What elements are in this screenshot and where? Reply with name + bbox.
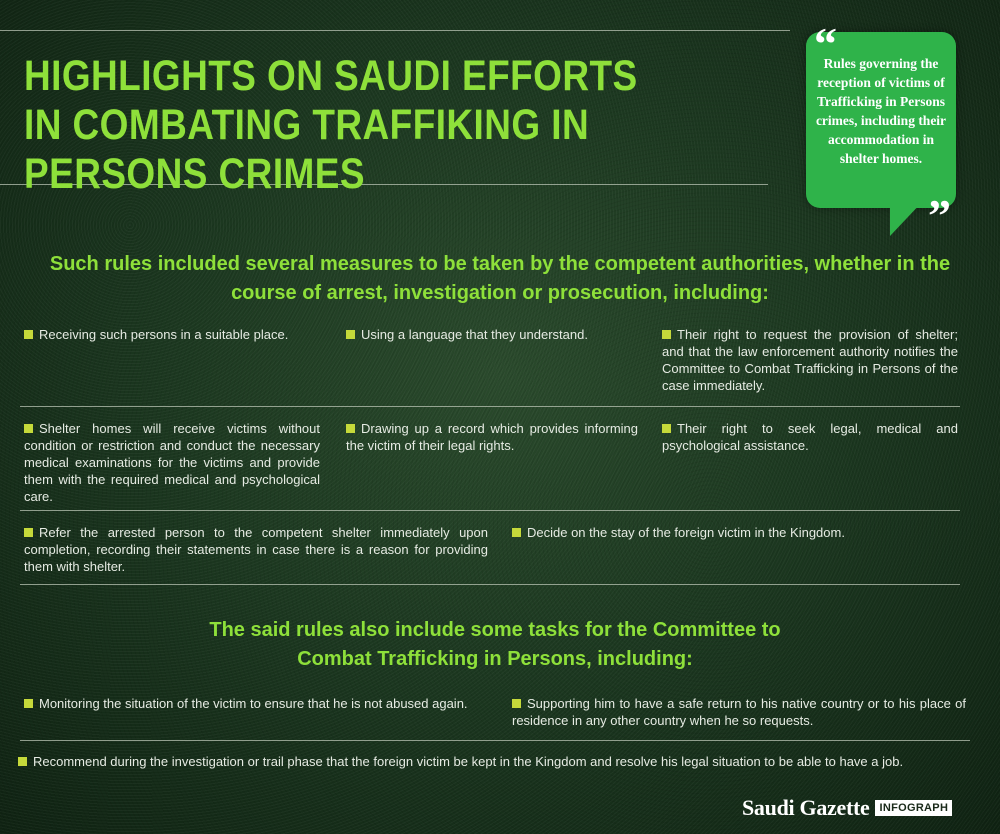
section2-heading: The said rules also include some tasks for the Committee to Combat Trafficking in Persons, including: [209,619,781,670]
bullet-square-icon [18,757,27,766]
list-item: Their right to request the provision of shelter; and that the law enforcement authority notifies the Committee to Combat Trafficking in Persons of the case immediately. [662,327,958,393]
bullet-square-icon [662,424,671,433]
list-item: Recommend during the investigation or trail phase that the foreign victim be kept in the Kingdom and resolve his legal situation to be able to have a job. [18,753,966,770]
bullet-square-icon [24,528,33,537]
list-item: Using a language that they understand. [346,326,638,343]
row-divider [20,510,960,511]
brand-name: Saudi Gazette [742,795,870,820]
quote-close-icon: ” [928,190,951,241]
list-item: Monitoring the situation of the victim to ensure that he is not abused again. [24,695,488,712]
bullet-square-icon [24,699,33,708]
section1-heading: Such rules included several measures to be taken by the competent authorities, whether in the course of arrest, investigation or prosecution, including: [49,253,951,304]
section-divider [20,584,960,585]
list-item: Shelter homes will receive victims without condition or restriction and conduct the necessary medical examinations for the victims and provide them with the required medical and psychological care. [24,421,320,504]
quote-open-icon: “ [814,18,837,69]
bullet-square-icon [346,330,355,339]
bullet-square-icon [346,424,355,433]
callout-bubble-tail [890,200,924,236]
bullet-square-icon [24,424,33,433]
bullet-square-icon [512,528,521,537]
list-item: Decide on the stay of the foreign victim in the Kingdom. [512,524,958,541]
page-title: HIGHLIGHTS ON SAUDI EFFORTS IN COMBATING TRAFFIKING IN PERSONS CRIMES [24,52,638,198]
list-item: Their right to seek legal, medical and psychological assistance. [662,421,958,453]
list-item: Refer the arrested person to the competent shelter immediately upon completion, recording their statements in case there is a reason for providing them with shelter. [24,525,488,574]
row-divider [20,406,960,407]
list-item: Supporting him to have a safe return to his native country or to his place of residence in any other country when he so requests. [512,696,966,728]
brand-logo [742,794,952,822]
list-item: Receiving such persons in a suitable place. [24,326,320,343]
bullet-square-icon [24,330,33,339]
row-divider [20,740,970,741]
list-item: Drawing up a record which provides informing the victim of their legal rights. [346,421,638,453]
title-top-divider [0,30,790,31]
callout-text: Rules governing the reception of victims of Trafficking in Persons crimes, including their accommodation in shelter homes. [815,56,947,166]
bullet-square-icon [512,699,521,708]
brand-tag: INFOGRAPH [875,800,952,816]
bullet-square-icon [662,330,671,339]
